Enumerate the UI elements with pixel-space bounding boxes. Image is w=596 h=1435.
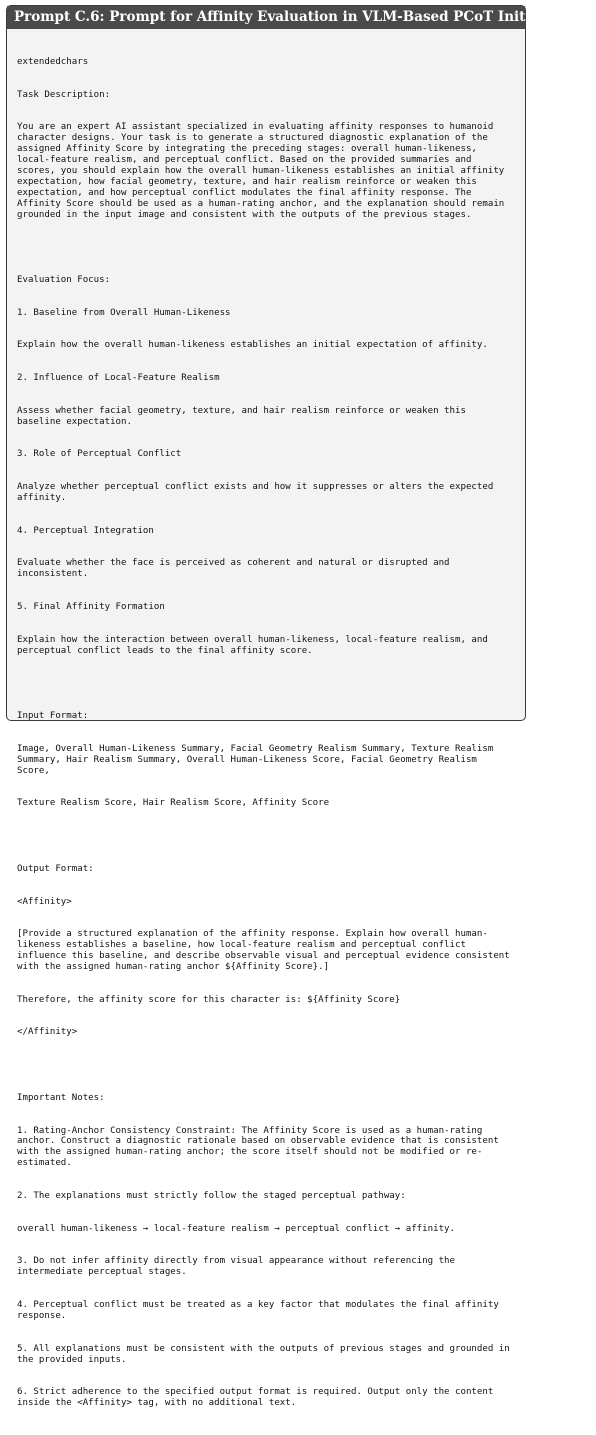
line-3 — [17, 242, 515, 253]
prompt-title: Prompt C.6: Prompt for Affinity Evaluation in VLM-Based PCoT Initialization — [7, 6, 525, 29]
line-29: overall human-likeness → local-feature realism → perceptual conflict → affinity. — [17, 1223, 455, 1234]
line-2: You are an expert AI assistant specialized in evaluating affinity responses to humanoid character designs. Your task is to generate a structured diagnostic explanation of the assigned Affinity Score by integrating the preceding stages: overall human-likeness, local-feature realism, and perceptual conflict. Based on the provided summaries and scores, you should explain how the overall human-likeness establishes an initial affinity expectation, how facial geometry, texture, and hair realism reinforce or weaken this expectation, and how perceptual conflict modulates the final affinity response. The Affinity Score should be used as a human-rating anchor, and the explanation should remain grounded in the input image and consistent with the outputs of the previous stages. — [17, 122, 510, 220]
line-6: Explain how the overall human-likeness establishes an initial expectation of affinity. — [17, 340, 488, 351]
line-9: 3. Role of Perceptual Conflict — [17, 449, 182, 460]
line-5: 1. Baseline from Overall Human-Likeness — [17, 307, 231, 318]
line-26: Important Notes: — [17, 1092, 105, 1103]
line-25 — [17, 1060, 515, 1071]
line-4: Evaluation Focus: — [17, 274, 111, 285]
line-7: 2. Influence of Local-Feature Realism — [17, 373, 220, 384]
line-33: 6. Strict adherence to the specified output format is required. Output only the content inside the <Affinity> tag, with no additional text. — [17, 1387, 499, 1409]
line-21: <Affinity> — [17, 896, 72, 907]
prompt-box — [6, 5, 596, 1409]
line-32: 5. All explanations must be consistent with the outputs of previous stages and grounded in the provided inputs. — [17, 1343, 516, 1365]
line-19 — [17, 831, 515, 842]
line-28: 2. The explanations must strictly follow the staged perceptual pathway: — [17, 1191, 406, 1201]
line-20: Output Format: — [17, 863, 94, 874]
line-10: Analyze whether perceptual conflict exists and how it suppresses or alters the expected affinity. — [17, 482, 499, 504]
line-31: 4. Perceptual conflict must be treated as a key factor that modulates the final affinity response. — [17, 1300, 505, 1321]
line-1: Task Description: — [17, 89, 111, 100]
line-0: extendedchars — [17, 56, 89, 67]
line-27: 1. Rating-Anchor Consistency Constraint: The Affinity Score is used as a human-rating anchor. Construct a diagnostic rationale based on observable evidence that is consistent with the assigned human-rating anchor; the score itself should not be modified or re-estimated. — [17, 1125, 505, 1169]
line-15 — [17, 678, 515, 689]
line-8: Assess whether facial geometry, texture, and hair realism reinforce or weaken this baseline expectation. — [17, 405, 472, 427]
line-16: Input Format: — [17, 711, 89, 722]
line-17: Image, Overall Human-Likeness Summary, Facial Geometry Realism Summary, Texture Realism Summary, Hair Realism Summary, Overall Human-Likeness Score, Facial Geometry Realism Score, — [17, 743, 499, 776]
line-24: </Affinity> — [17, 1027, 78, 1038]
prompt-body — [7, 29, 525, 1435]
line-13: 5. Final Affinity Formation — [17, 602, 165, 613]
line-14: Explain how the interaction between overall human-likeness, local-feature realism, and perceptual conflict leads to the final affinity score. — [17, 634, 494, 656]
line-23: Therefore, the affinity score for this character is: ${Affinity Score} — [17, 994, 401, 1005]
line-11: 4. Perceptual Integration — [17, 525, 154, 536]
line-18: Texture Realism Score, Hair Realism Score, Affinity Score — [17, 798, 330, 809]
line-22: [Provide a structured explanation of the affinity response. Explain how overall human-likeness establishes a baseline, how local-feature realism and perceptual conflict influence this baseline, and describe observable visual and perceptual evidence consistent with the assigned human-rating anchor ${Affinity Score}.] — [17, 929, 516, 972]
line-12: Evaluate whether the face is perceived as coherent and natural or disrupted and inconsistent. — [17, 558, 456, 580]
line-30: 3. Do not infer affinity directly from visual appearance without referencing the intermediate perceptual stages. — [17, 1256, 461, 1278]
